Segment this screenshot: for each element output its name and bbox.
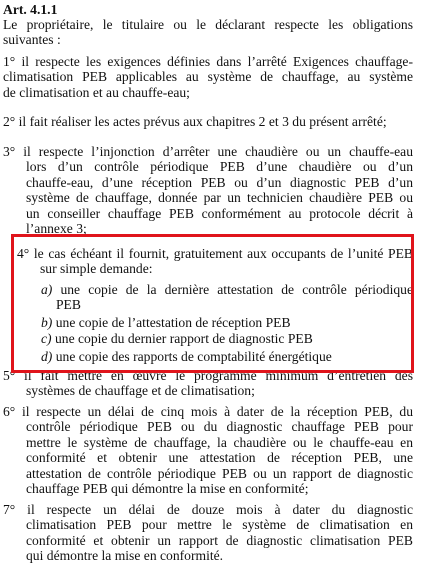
text-line: climatisation PEB applicables au système de chauffage, au système — [3, 69, 413, 85]
text-line: PEB — [56, 297, 81, 313]
text-line: conformité et obtenir une attestation de réception PEB, une — [26, 450, 413, 466]
item-6 — [3, 404, 413, 496]
text-line: Le propriétaire, le titulaire ou le déclarant respecte les obligations — [3, 17, 413, 32]
text-line: 1° il respecte les exigences définies dans l’arrêté Exigences chauffage- — [3, 54, 413, 69]
text-line: une copie du dernier rapport de diagnostic PEB — [54, 331, 313, 346]
item-4-sub-d — [41, 349, 413, 364]
text-line: chauffe-eau, d’une réception PEB ou d’un diagnostic PEB d’un — [26, 174, 413, 190]
text-line: systèmes de chauffage et de climatisation; — [26, 383, 255, 399]
text-line: 7° il respecte un délai de douze mois à dater du diagnostic — [3, 502, 413, 517]
item-4-sub-b — [41, 315, 413, 330]
text-line: 2° il fait réaliser les actes prévus aux chapitres 2 et 3 du présent arrêté; — [3, 114, 387, 129]
item-4-sub-a — [41, 282, 413, 313]
article-title: Art. 4.1.1 — [3, 2, 58, 17]
text-line: mettre le système de chauffage, la chaudière ou le chauffe-eau en — [26, 434, 413, 450]
text-line: lors d’un contrôle périodique PEB d’une chaudière ou d’un — [26, 159, 413, 175]
text-line: un conseiller chauffage PEB conformément au protocole décrit à — [26, 205, 413, 221]
item-7 — [3, 502, 413, 564]
sub-letter: b) — [41, 315, 53, 330]
text-line: sur simple demande: — [40, 261, 153, 277]
text-line: conformité et obtenir un rapport de diagnostic climatisation PEB — [26, 532, 413, 548]
text-line: attestation de contrôle périodique PEB ou un rapport de diagnostic — [26, 465, 413, 481]
text-line: une copie de la dernière attestation de contrôle périodique — [60, 282, 413, 297]
sub-letter: c) — [41, 331, 52, 346]
text-line: chauffage PEB qui démontre la mise en conformité; — [26, 481, 309, 497]
intro-paragraph — [3, 17, 413, 48]
item-5 — [3, 368, 413, 399]
text-line: l’annexe 3; — [26, 221, 87, 237]
sub-letter: a) — [41, 282, 53, 297]
text-line: 5° il fait mettre en œuvre le programme minimum d’entretien des — [3, 368, 413, 383]
text-line: suivantes : — [3, 32, 61, 48]
item-4 — [17, 246, 413, 277]
text-line: 3° il respecte l’injonction d’arrêter une chaudière ou un chauffe-eau — [3, 144, 413, 159]
text-line: une copie de l’attestation de réception PEB — [55, 315, 291, 330]
item-1 — [3, 54, 413, 100]
text-line: une copie des rapports de comptabilité énergétique — [55, 349, 332, 364]
text-line: contrôle périodique PEB ou du diagnostic chauffage PEB pour — [26, 419, 413, 435]
sub-letter: d) — [41, 349, 53, 364]
text-line: qui démontre la mise en conformité. — [26, 548, 224, 564]
item-4-sub-c — [41, 331, 413, 346]
text-line: système de chauffage, donnée par un technicien chaudière PEB ou — [26, 190, 413, 206]
text-line: 6° il respecte un délai de cinq mois à dater de la réception PEB, du — [3, 404, 413, 419]
text-line: 4° le cas échéant il fournit, gratuitement aux occupants de l’unité PEB — [17, 246, 413, 261]
item-3 — [3, 144, 413, 236]
item-2 — [3, 114, 413, 129]
text-line: de climatisation et au chauffe-eau; — [3, 84, 190, 100]
text-line: climatisation PEB pour mettre le système de climatisation en — [26, 517, 413, 533]
